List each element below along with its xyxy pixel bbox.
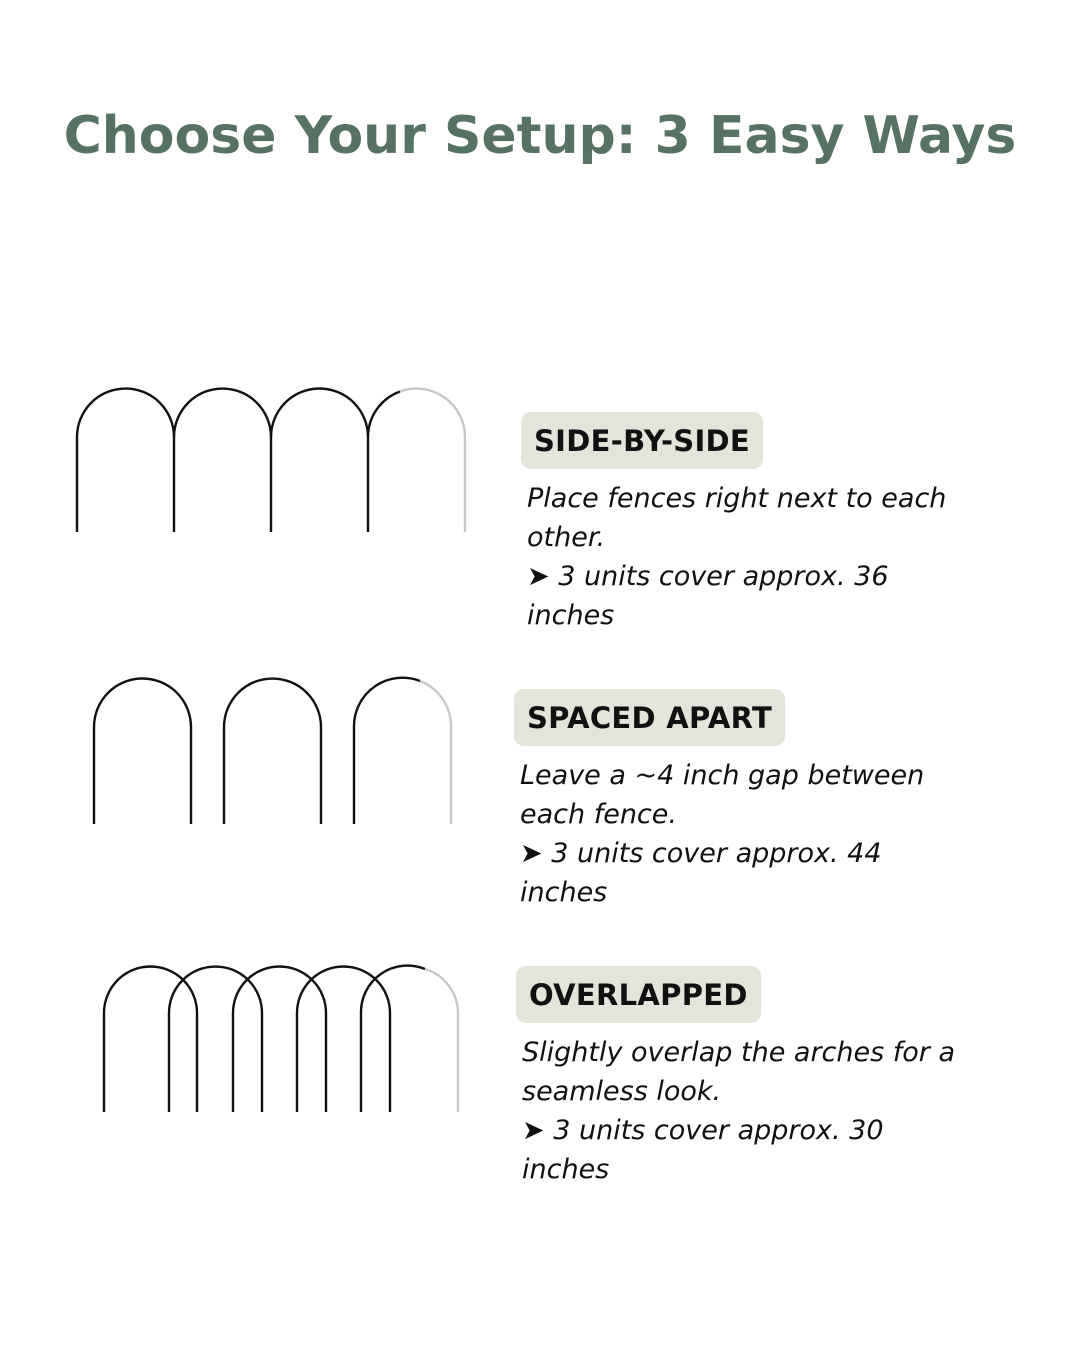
arch-4-light-part xyxy=(400,389,465,532)
option-spaced-apart xyxy=(514,689,984,912)
option-coverage-text: ➤ 3 units cover approx. 36 inches xyxy=(527,561,889,631)
arch-3 xyxy=(271,389,368,533)
option-side-by-side xyxy=(521,412,991,635)
page-title: Choose Your Setup: 3 Easy Ways xyxy=(63,106,1017,166)
arch-1 xyxy=(94,679,191,825)
option-description-text: Place fences right next to each other. xyxy=(527,483,947,553)
arch-2 xyxy=(224,679,321,824)
arch-5-light-part xyxy=(425,969,458,1112)
option-overlapped xyxy=(516,966,986,1189)
arch-3-light-part xyxy=(420,681,451,824)
option-description-text: Leave a ~4 inch gap between each fence. xyxy=(520,760,925,830)
arch-4-dark-part xyxy=(368,392,400,438)
option-description xyxy=(522,1033,972,1189)
overlapped-arches-illustration xyxy=(95,955,495,1120)
side-by-side-arches-illustration xyxy=(70,380,470,540)
arch-5-dark-part xyxy=(361,966,425,1112)
arch-2 xyxy=(174,389,271,532)
arch-4 xyxy=(297,967,390,1113)
option-description xyxy=(527,479,977,635)
option-label-badge: SIDE-BY-SIDE xyxy=(521,412,763,469)
arch-3-dark-part xyxy=(354,678,420,824)
option-coverage-text: ➤ 3 units cover approx. 30 inches xyxy=(522,1115,884,1185)
arch-3 xyxy=(233,967,326,1113)
arch-1 xyxy=(104,967,197,1113)
option-label-badge: SPACED APART xyxy=(514,689,785,746)
option-coverage-text: ➤ 3 units cover approx. 44 inches xyxy=(520,838,882,908)
option-label-badge: OVERLAPPED xyxy=(516,966,761,1023)
arch-2 xyxy=(169,967,262,1112)
option-description xyxy=(520,756,970,912)
option-description-text: Slightly overlap the arches for a seamless look. xyxy=(522,1037,956,1107)
spaced-apart-arches-illustration xyxy=(80,665,480,830)
arch-1 xyxy=(77,389,174,532)
